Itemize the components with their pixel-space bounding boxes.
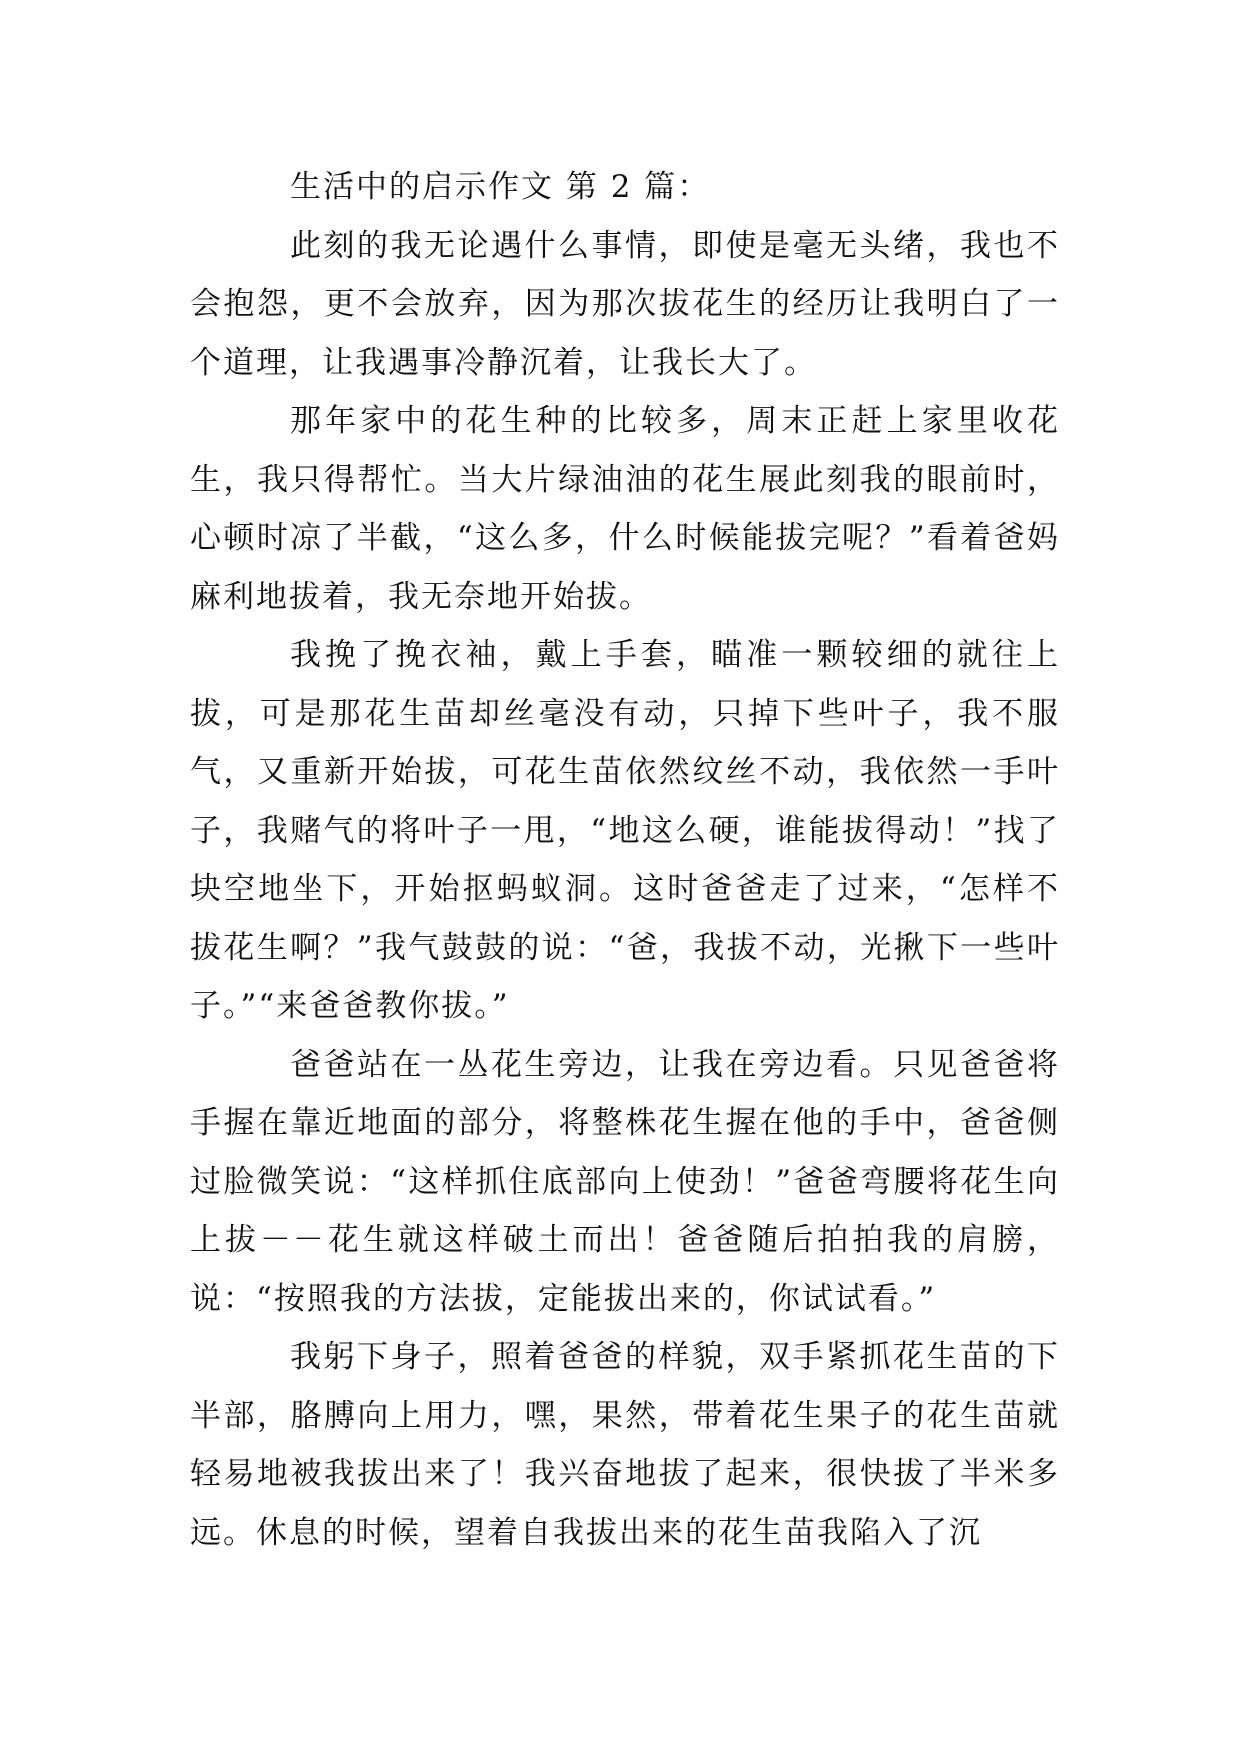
paragraph-5: 我躬下身子，照着爸爸的样貌，双手紧抓花生苗的下半部，胳膊向上用力，嘿，果然，带着花生果子的花生苗就轻易地被我拔出来了！我兴奋地拔了起来，很快拔了半米多远。休息的时候，望着自我拔出来的花生苗我陷入了沉 [190,1339,1060,1551]
document-body [190,158,1060,1562]
essay-heading: 生活中的启示作文 第 2 篇： [290,169,711,205]
paragraph-3: 我挽了挽衣袖，戴上手套，瞄准一颗较细的就往上拔，可是那花生苗却丝毫没有动，只掉下些叶子，我不服气，又重新开始拔，可花生苗依然纹丝不动，我依然一手叶子，我赌气的将叶子一甩，“地这么硬，谁能拔得动！”找了块空地坐下，开始抠蚂蚁洞。这时爸爸走了过来，“怎样不拔花生啊？”我气鼓鼓的说：“爸，我拔不动，光揪下一些叶子。”“来爸爸教你拔。” [190,637,1060,1024]
paragraph-4: 爸爸站在一丛花生旁边，让我在旁边看。只见爸爸将手握在靠近地面的部分，将整株花生握在他的手中，爸爸侧过脸微笑说：“这样抓住底部向上使劲！”爸爸弯腰将花生向上拔－－花生就这样破土而出！爸爸随后拍拍我的肩膀，说：“按照我的方法拔，定能拔出来的，你试试看。” [190,1046,1060,1317]
paragraph-2: 那年家中的花生种的比较多，周末正赶上家里收花生，我只得帮忙。当大片绿油油的花生展此刻我的眼前时，心顿时凉了半截，“这么多，什么时候能拔完呢？”看着爸妈麻利地拔着，我无奈地开始拔。 [190,403,1060,615]
paragraph-1: 此刻的我无论遇什么事情，即使是毫无头绪，我也不会抱怨，更不会放弃，因为那次拔花生的经历让我明白了一个道理，让我遇事冷静沉着，让我长大了。 [190,227,1060,381]
